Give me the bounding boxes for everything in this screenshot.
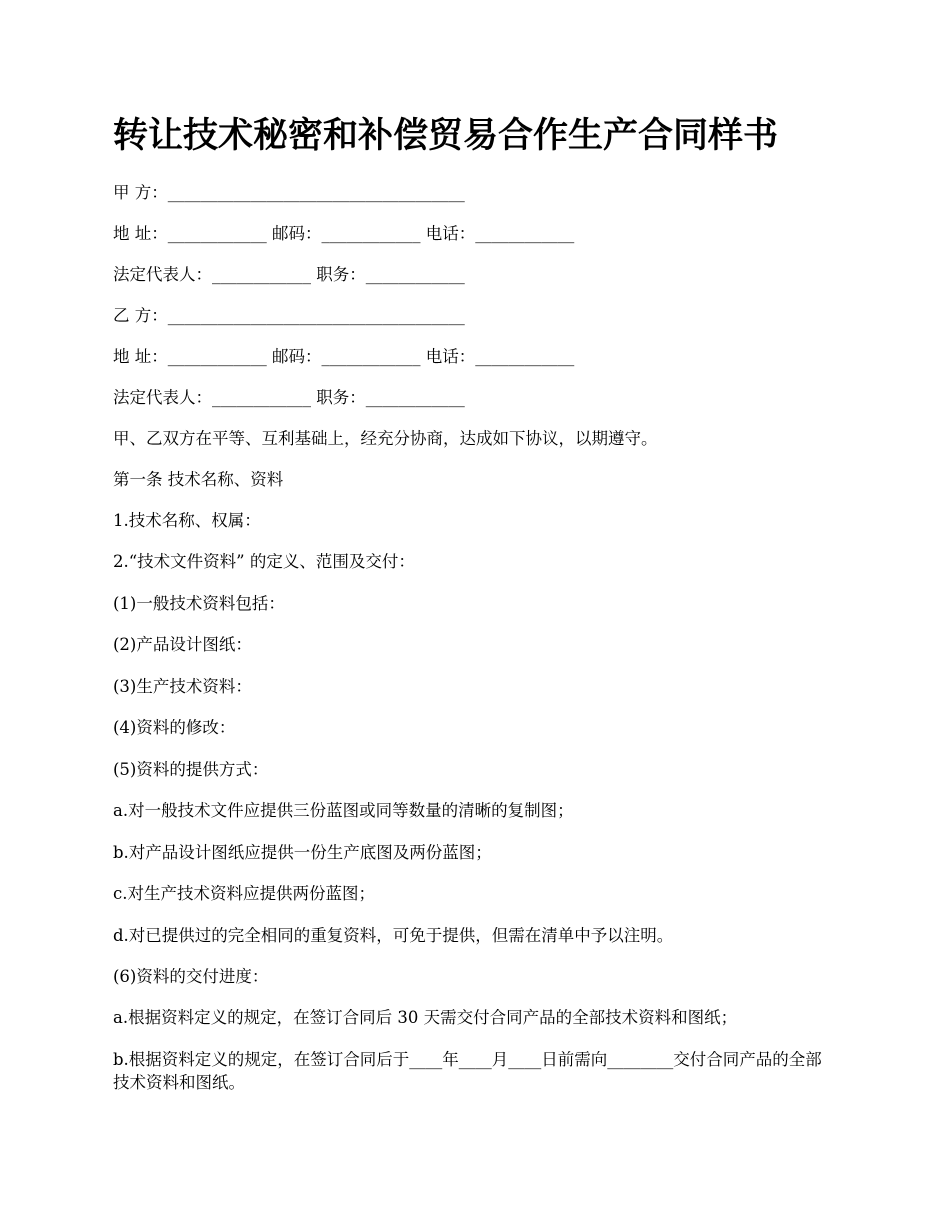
document-title: 转让技术秘密和补偿贸易合作生产合同样书 bbox=[113, 115, 779, 156]
clause-line: (1)一般技术资料包括： bbox=[113, 594, 285, 613]
clause-line: d.对已提供过的完全相同的重复资料，可免于提供，但需在清单中予以注明。 bbox=[113, 926, 674, 945]
clause-line: b.对产品设计图纸应提供一份生产底图及两份蓝图； bbox=[113, 843, 492, 862]
party-a-name-line: 甲 方：____________________________________ bbox=[113, 183, 465, 202]
clause-line: (2)产品设计图纸： bbox=[113, 635, 252, 654]
article-1-heading: 第一条 技术名称、资料 bbox=[113, 470, 284, 489]
clause-line: c.对生产技术资料应提供两份蓝图； bbox=[113, 884, 375, 903]
party-a-representative-line: 法定代表人：____________ 职务：____________ bbox=[113, 265, 465, 284]
party-a-address-line: 地 址：____________ 邮码：____________ 电话：____________ bbox=[113, 224, 575, 243]
clause-line: (4)资料的修改： bbox=[113, 718, 236, 737]
party-b-name-line: 乙 方：____________________________________ bbox=[113, 306, 465, 325]
clause-line: 2.“技术文件资料” 的定义、范围及交付： bbox=[113, 552, 415, 571]
preamble: 甲、乙双方在平等、互利基础上，经充分协商，达成如下协议，以期遵守。 bbox=[113, 429, 658, 448]
clause-line: 1.技术名称、权属： bbox=[113, 511, 261, 530]
clause-line: a.对一般技术文件应提供三份蓝图或同等数量的清晰的复制图； bbox=[113, 801, 574, 820]
clause-line: a.根据资料定义的规定，在签订合同后 30 天需交付合同产品的全部技术资料和图纸； bbox=[113, 1008, 738, 1027]
party-b-address-line: 地 址：____________ 邮码：____________ 电话：____________ bbox=[113, 347, 575, 366]
clause-line: (3)生产技术资料： bbox=[113, 677, 252, 696]
clause-paragraph-last: b.根据资料定义的规定，在签订合同后于____年____月____日前需向________交付合同产品的全部技术资料和图纸。 bbox=[113, 1050, 822, 1092]
clause-line: (6)资料的交付进度： bbox=[113, 967, 269, 986]
clause-line: (5)资料的提供方式： bbox=[113, 760, 269, 779]
party-b-representative-line: 法定代表人：____________ 职务：____________ bbox=[113, 388, 465, 407]
